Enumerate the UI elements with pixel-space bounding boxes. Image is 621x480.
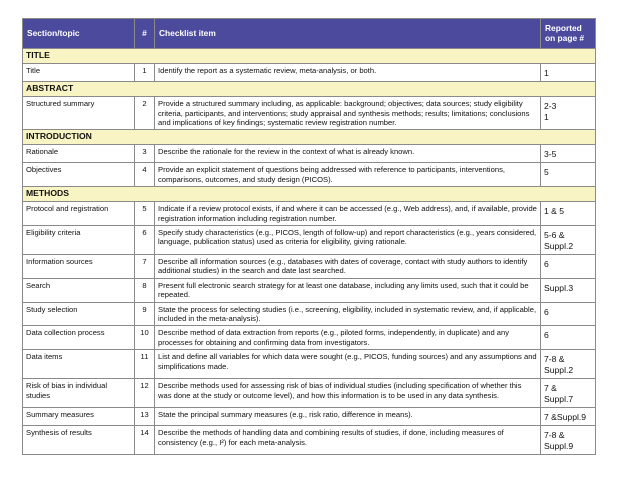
row-topic: Study selection <box>23 302 135 326</box>
table-row <box>23 350 596 379</box>
row-topic: Information sources <box>23 255 135 279</box>
table-row <box>23 64 596 82</box>
table-row <box>23 163 596 187</box>
table-row <box>23 255 596 279</box>
section-title: METHODS <box>23 187 596 202</box>
row-reported-page: 7-8 & Suppl.2 <box>541 350 596 379</box>
row-reported-page: 3-5 <box>541 145 596 163</box>
table-row <box>23 226 596 255</box>
header-row <box>23 19 596 49</box>
row-number: 5 <box>135 202 155 226</box>
row-topic: Risk of bias in individual studies <box>23 379 135 408</box>
section-title: TITLE <box>23 49 596 64</box>
row-number: 9 <box>135 302 155 326</box>
row-topic: Title <box>23 64 135 82</box>
row-topic: Protocol and registration <box>23 202 135 226</box>
row-reported-page: Suppl.3 <box>541 278 596 302</box>
section-row <box>23 82 596 97</box>
row-checklist-item: Identify the report as a systematic review, meta-analysis, or both. <box>155 64 541 82</box>
row-reported-page: 6 <box>541 255 596 279</box>
header-section-topic: Section/topic <box>23 19 135 49</box>
row-checklist-item: Specify study characteristics (e.g., PICOS, length of follow-up) and report characteristics (e.g., years considered, language, publication status) used as criteria for eligibility, giving rationale. <box>155 226 541 255</box>
row-number: 7 <box>135 255 155 279</box>
row-checklist-item: State the principal summary measures (e.g., risk ratio, difference in means). <box>155 408 541 426</box>
row-checklist-item: Describe methods used for assessing risk of bias of individual studies (including specification of whether this was done at the study or outcome level), and how this information is to be used in any data synthesis. <box>155 379 541 408</box>
header-reported-page: Reported on page # <box>541 19 596 49</box>
row-checklist-item: Indicate if a review protocol exists, if and where it can be accessed (e.g., Web address), and, if available, provide registration information including registration number. <box>155 202 541 226</box>
header-checklist-item: Checklist item <box>155 19 541 49</box>
row-number: 8 <box>135 278 155 302</box>
prisma-checklist-table <box>22 18 596 455</box>
section-row <box>23 187 596 202</box>
table-row <box>23 408 596 426</box>
row-reported-page: 1 & 5 <box>541 202 596 226</box>
row-reported-page: 5 <box>541 163 596 187</box>
row-reported-page: 6 <box>541 326 596 350</box>
row-checklist-item: List and define all variables for which data were sought (e.g., PICOS, funding sources) and any assumptions and simplifications made. <box>155 350 541 379</box>
row-checklist-item: Present full electronic search strategy for at least one database, including any limits used, such that it could be repeated. <box>155 278 541 302</box>
row-topic: Search <box>23 278 135 302</box>
table-row <box>23 202 596 226</box>
table-row <box>23 278 596 302</box>
row-reported-page: 7 &Suppl.9 <box>541 408 596 426</box>
row-reported-page: 5-6 & Suppl.2 <box>541 226 596 255</box>
row-number: 11 <box>135 350 155 379</box>
row-number: 3 <box>135 145 155 163</box>
section-title: ABSTRACT <box>23 82 596 97</box>
row-topic: Eligibility criteria <box>23 226 135 255</box>
row-topic: Objectives <box>23 163 135 187</box>
row-number: 4 <box>135 163 155 187</box>
row-topic: Synthesis of results <box>23 426 135 455</box>
row-topic: Rationale <box>23 145 135 163</box>
row-checklist-item: Describe method of data extraction from reports (e.g., piloted forms, independently, in duplicate) and any processes for obtaining and confirming data from investigators. <box>155 326 541 350</box>
row-number: 2 <box>135 97 155 130</box>
row-topic: Summary measures <box>23 408 135 426</box>
table-row <box>23 379 596 408</box>
row-number: 13 <box>135 408 155 426</box>
table-body <box>23 49 596 455</box>
row-number: 6 <box>135 226 155 255</box>
row-number: 14 <box>135 426 155 455</box>
row-checklist-item: Describe the methods of handling data and combining results of studies, if done, including measures of consistency (e.g., I²) for each meta-analysis. <box>155 426 541 455</box>
row-reported-page: 7-8 & Suppl.9 <box>541 426 596 455</box>
row-number: 1 <box>135 64 155 82</box>
table-row <box>23 326 596 350</box>
row-number: 12 <box>135 379 155 408</box>
header-number: # <box>135 19 155 49</box>
section-row <box>23 130 596 145</box>
table-row <box>23 145 596 163</box>
table-row <box>23 97 596 130</box>
row-reported-page: 2-3 1 <box>541 97 596 130</box>
table-row <box>23 302 596 326</box>
row-topic: Data collection process <box>23 326 135 350</box>
row-topic: Structured summary <box>23 97 135 130</box>
row-checklist-item: Provide an explicit statement of questions being addressed with reference to participants, interventions, comparisons, outcomes, and study design (PICOS). <box>155 163 541 187</box>
section-title: INTRODUCTION <box>23 130 596 145</box>
row-checklist-item: Provide a structured summary including, as applicable: background; objectives; data sources; study eligibility criteria, participants, and interventions; study appraisal and synthesis methods; results; limitations; conclusions and implications of key findings; systematic review registration number. <box>155 97 541 130</box>
row-checklist-item: Describe the rationale for the review in the context of what is already known. <box>155 145 541 163</box>
row-reported-page: 6 <box>541 302 596 326</box>
row-reported-page: 7 & Suppl.7 <box>541 379 596 408</box>
row-checklist-item: Describe all information sources (e.g., databases with dates of coverage, contact with study authors to identify additional studies) in the search and date last searched. <box>155 255 541 279</box>
section-row <box>23 49 596 64</box>
row-reported-page: 1 <box>541 64 596 82</box>
row-number: 10 <box>135 326 155 350</box>
table-row <box>23 426 596 455</box>
row-topic: Data items <box>23 350 135 379</box>
row-checklist-item: State the process for selecting studies (i.e., screening, eligibility, included in systematic review, and, if applicable, included in the meta-analysis). <box>155 302 541 326</box>
